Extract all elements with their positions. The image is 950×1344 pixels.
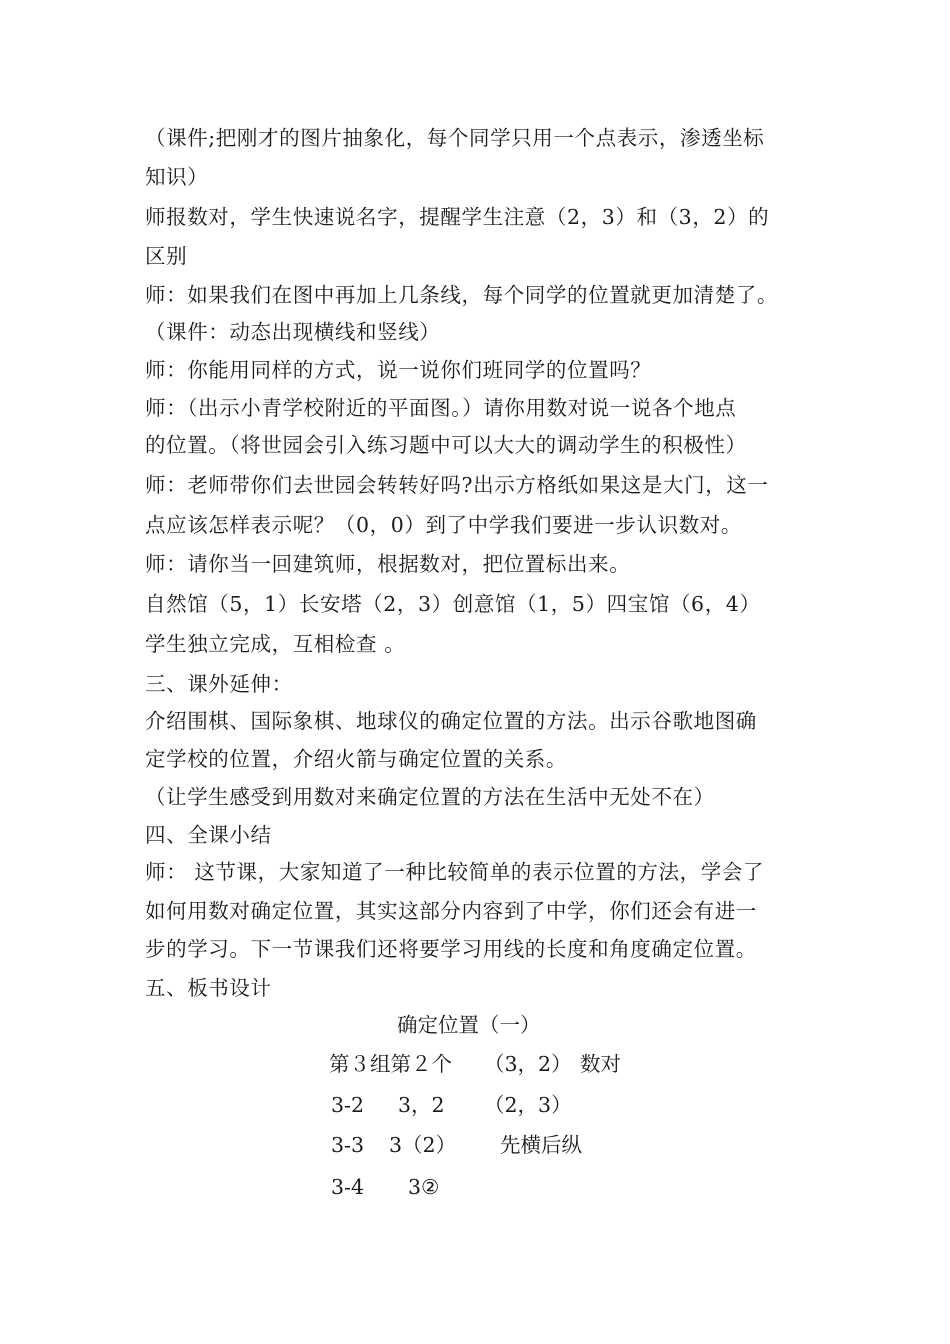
text-line: 师：请你当一回建筑师，根据数对，把位置标出来。 [145, 552, 631, 576]
text-line: 师：（出示小青学校附近的平面图。）请你用数对说一说各个地点 [145, 396, 737, 420]
board-cell: 3-4 [331, 1175, 365, 1199]
text-line: （让学生感受到用数对来确定位置的方法在生活中无处不在） [145, 785, 715, 809]
board-cell: 3（2） [389, 1133, 457, 1157]
text-line: （课件：动态出现横线和竖线） [145, 320, 441, 344]
board-cell: 3，2 [398, 1093, 445, 1117]
text-line: （课件;把刚才的图片抽象化，每个同学只用一个点表示，渗透坐标 [145, 126, 765, 150]
section-heading: 五、板书设计 [145, 976, 272, 1000]
text-line: 知识） [145, 165, 209, 189]
board-cell: 第３组第２个 [329, 1052, 452, 1076]
board-cell: 3-2 [331, 1093, 365, 1117]
text-line: 师：你能用同样的方式，说一说你们班同学的位置吗？ [145, 358, 652, 382]
text-line: 学生独立完成，互相检查 。 [145, 632, 406, 656]
text-line: 自然馆（5，1）长安塔（2，3）创意馆（1，5）四宝馆（6，4） [145, 592, 761, 616]
board-cell: （2，3） [484, 1093, 572, 1117]
text-line: 师：老师带你们去世园会转转好吗?出示方格纸如果这是大门，这一 [145, 473, 769, 497]
text-line: 师报数对，学生快速说名字，提醒学生注意（2，3）和（3，2）的 [145, 205, 770, 229]
text-line: 师：如果我们在图中再加上几条线，每个同学的位置就更加清楚了。 [145, 283, 778, 307]
section-heading: 三、课外延伸： [145, 672, 293, 696]
board-cell: 3-3 [331, 1133, 365, 1157]
text-line: 如何用数对确定位置，其实这部分内容到了中学，你们还会有进一 [145, 899, 757, 923]
text-line: 区别 [145, 244, 188, 268]
text-line: 的位置。（将世园会引入练习题中可以大大的调动学生的积极性） [145, 433, 747, 457]
board-cell: 先横后纵 [500, 1133, 582, 1157]
board-cell: （3，2） [484, 1052, 572, 1076]
board-cell: 3② [408, 1175, 440, 1199]
text-line: 定学校的位置，介绍火箭与确定位置的关系。 [145, 747, 567, 771]
board-cell: 数对 [580, 1052, 621, 1076]
text-line: 点应该怎样表示呢？（0，0）到了中学我们要进一步认识数对。 [145, 513, 742, 537]
text-line: 师： 这节课，大家知道了一种比较简单的表示位置的方法，学会了 [145, 860, 765, 884]
section-heading: 四、全课小结 [145, 823, 272, 847]
board-title: 确定位置（一） [397, 1013, 541, 1037]
text-line: 介绍围棋、国际象棋、地球仪的确定位置的方法。出示谷歌地图确 [145, 709, 757, 733]
text-line: 步的学习。下一节课我们还将要学习用线的长度和角度确定位置。 [145, 937, 757, 961]
